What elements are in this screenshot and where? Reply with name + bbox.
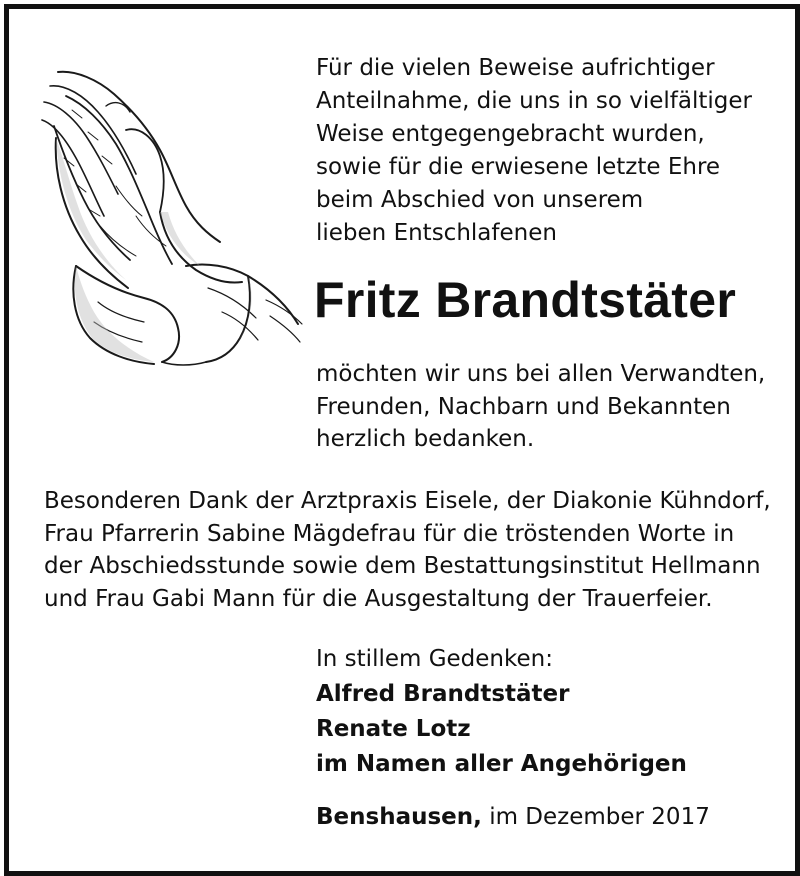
mourner-name: Alfred Brandtstäter xyxy=(316,681,570,707)
place-date-line xyxy=(316,800,710,835)
date: im Dezember 2017 xyxy=(489,804,710,830)
signature-block xyxy=(316,642,776,782)
praying-hands-icon xyxy=(36,66,308,366)
deceased-name: Fritz Brandtstäter xyxy=(314,272,737,328)
mourner-name: Renate Lotz xyxy=(316,716,471,742)
memory-heading: In stillem Gedenken: xyxy=(316,646,553,672)
special-thanks-text: Besonderen Dank der Arztpraxis Eisele, der Diakonie Kühndorf, Frau Pfarrerin Sabine Mägdefrau für die tröstenden Worte in der Abschiedsstunde sowie dem Bestattungsinstitut Hellmann und Frau Gabi Mann für die Ausgestaltung der Trauerfeier. xyxy=(44,488,771,612)
thanks-text: möchten wir uns bei allen Verwandten, Freunden, Nachbarn und Bekannten herzlich bedanken. xyxy=(316,361,766,452)
intro-text: Für die vielen Beweise aufrichtiger Anteilnahme, die uns in so vielfältiger Weise entgegengebracht wurden, sowie für die erwiesene letzte Ehre beim Abschied von unserem lieben Entschlafenen xyxy=(316,55,752,246)
mourner-family: im Namen aller Angehörigen xyxy=(316,751,687,777)
place: Benshausen, xyxy=(316,804,482,830)
